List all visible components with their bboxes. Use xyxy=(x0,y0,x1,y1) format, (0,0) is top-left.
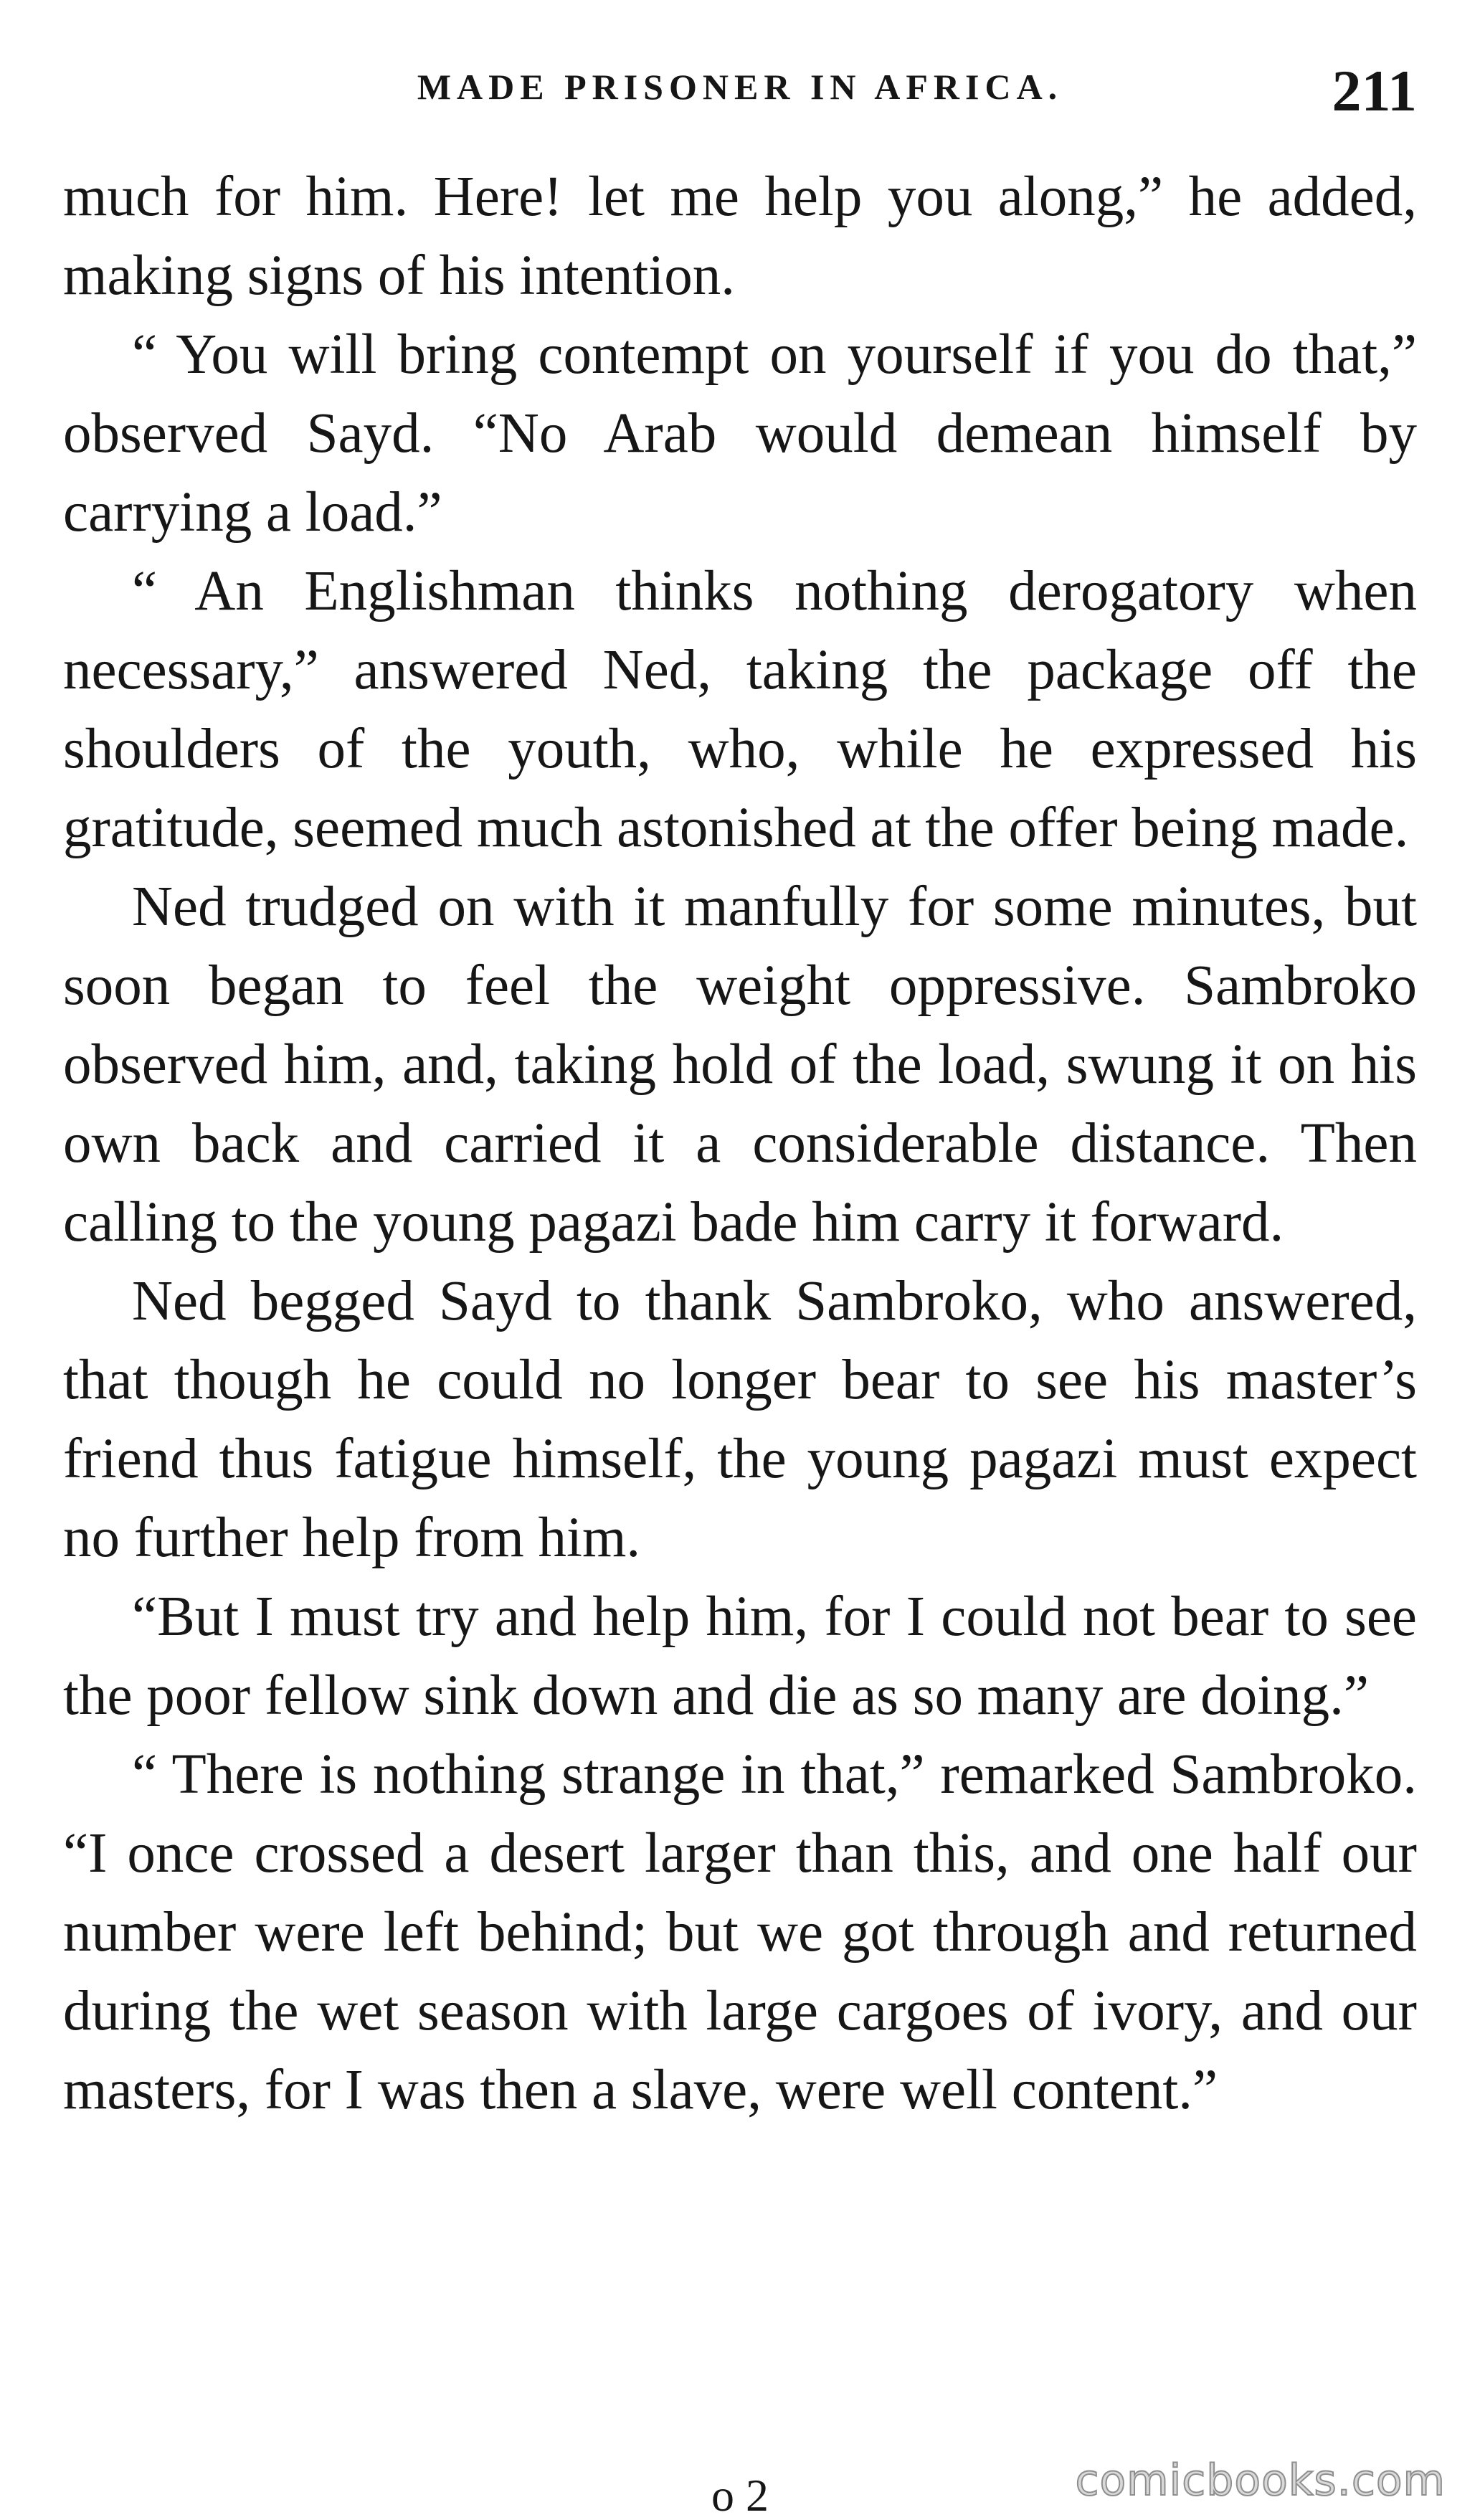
paragraph: much for him. Here! let me help you along,” he added, making signs of his intention. xyxy=(63,166,1417,307)
paragraph: Ned trudged on with it manfully for some minutes, but soon began to feel the weight oppressive. Sambroko observed him, and, taking hold of the load, swung it on his own back and carried it a considerable distance. Then calling to the young pagazi bade him carry it forward. xyxy=(63,876,1417,1254)
signature-mark: o 2 xyxy=(711,2470,769,2520)
paragraph: “ You will bring contempt on yourself if you do that,” observed Sayd. “No Arab would demean himself by carrying a load.” xyxy=(63,323,1417,544)
paragraph: Ned begged Sayd to thank Sambroko, who answered, that though he could no longer bear to see his master’s friend thus fatigue himself, the young pagazi must expect no further help from him. xyxy=(63,1270,1417,1569)
running-head xyxy=(63,57,1417,122)
watermark: comicbooks.com xyxy=(1075,2455,1446,2506)
page-number: 211 xyxy=(1332,58,1417,123)
paragraph: “ An Englishman thinks nothing derogatory when necessary,” answered Ned, taking the package off the shoulders of the youth, who, while he expressed his gratitude, seemed much astonished at the offer being made. xyxy=(63,560,1417,859)
running-title: MADE PRISONER IN AFRICA. xyxy=(417,67,1063,107)
paragraph: “But I must try and help him, for I could not bear to see the poor fellow sink down and die as so many are doing.” xyxy=(63,1586,1417,1727)
body-text xyxy=(63,158,1417,2130)
paragraph: “ There is nothing strange in that,” remarked Sambroko. “I once crossed a desert larger than this, and one half our number were left behind; but we got through and returned during the wet season with large cargoes of ivory, and our masters, for I was then a slave, were well content.” xyxy=(63,1743,1417,2121)
